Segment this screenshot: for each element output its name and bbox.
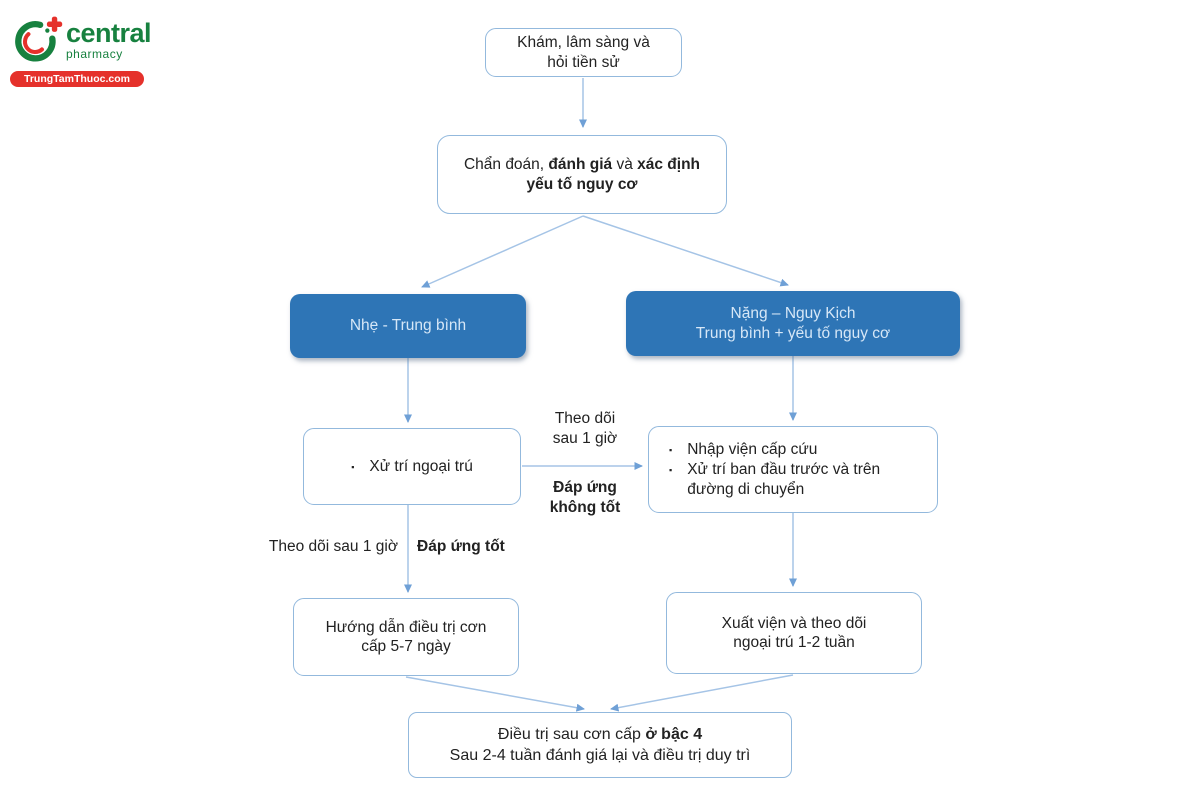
- emergency-bullet-text-2: Xử trí ban đầu trước và trên đường di chuyển: [687, 461, 881, 498]
- arrow-discharge-to-after: [611, 675, 793, 709]
- label-poor-response: [525, 478, 645, 517]
- central-pharmacy-c-icon: [10, 12, 64, 68]
- arrow-guide-to-after: [406, 677, 584, 709]
- emergency-bullet-row-1: [669, 440, 909, 460]
- node-post-acute-treatment: [408, 712, 792, 778]
- node-diagnose-line1: [464, 155, 700, 175]
- emergency-bullet-row-2: [669, 460, 909, 499]
- node-diagnose: [437, 135, 727, 214]
- node-exam: [485, 28, 682, 77]
- node-outpatient-treatment: [303, 428, 521, 505]
- bullet-icon: ▪: [669, 445, 673, 455]
- logo-sub-text: pharmacy: [66, 47, 123, 61]
- diagnose-text-bold-1: đánh giá: [548, 156, 613, 173]
- after-text-bold: ở bậc 4: [645, 726, 703, 743]
- arrow-diagnose-to-mild: [422, 216, 583, 287]
- label-response-bad-line2: không tốt: [549, 498, 621, 516]
- label-monitor-mid-line2: sau 1 giờ: [552, 429, 618, 447]
- label-response-bad-line1: Đáp ứng: [553, 479, 617, 496]
- diagnose-text-normal-2: và: [612, 156, 638, 173]
- node-emergency-admission: [648, 426, 938, 513]
- logo-banner: TrungTamThuoc.com: [10, 71, 144, 87]
- node-guide-line2: cấp 5-7 ngày: [361, 638, 451, 655]
- node-after-line1: [498, 724, 702, 745]
- node-guide-line1: Hướng dẫn điều trị cơn: [325, 618, 487, 636]
- central-pharmacy-logo: [10, 12, 152, 87]
- node-mild-label: Nhẹ - Trung bình: [349, 317, 467, 335]
- node-after-line2: Sau 2-4 tuần đánh giá lại và điều trị duy trì: [449, 747, 751, 764]
- node-exam-line2: hỏi tiền sử: [547, 53, 620, 71]
- label-monitor-1h-mid: [533, 409, 637, 448]
- node-discharge-followup: [666, 592, 922, 674]
- logo-text: [66, 20, 151, 60]
- logo-brand-text: central: [66, 18, 152, 48]
- logo-top-row: [10, 12, 152, 68]
- node-severe-critical: [626, 291, 960, 356]
- label-monitor-mid-line1: Theo dõi: [554, 410, 616, 427]
- outpatient-bullet-text: Xử trí ngoại trú: [369, 457, 473, 475]
- bullet-icon: ▪: [669, 465, 673, 475]
- node-mild-moderate: [290, 294, 526, 358]
- node-diagnose-line2: yếu tố nguy cơ: [526, 175, 638, 193]
- label-monitor-1h-left: Theo dõi sau 1 giờ: [268, 538, 398, 555]
- label-good-response: Đáp ứng tốt: [417, 538, 505, 555]
- node-discharge-line1: Xuất viện và theo dõi: [721, 614, 867, 632]
- node-acute-treatment-guide: [293, 598, 519, 676]
- bullet-icon: ▪: [351, 461, 355, 472]
- diagnose-text-normal-1: Chẩn đoán,: [463, 156, 549, 173]
- node-discharge-line2: ngoại trú 1-2 tuần: [733, 634, 855, 651]
- diagnose-text-bold-2: xác định: [637, 156, 701, 173]
- outpatient-bullet-row: [351, 457, 473, 477]
- node-severe-line2: Trung bình + yếu tố nguy cơ: [695, 324, 891, 342]
- node-exam-line1: Khám, lâm sàng và: [517, 34, 650, 51]
- node-severe-line1: Nặng – Nguy Kịch: [730, 305, 856, 322]
- after-text-normal: Điều trị sau cơn cấp: [497, 726, 646, 743]
- emergency-bullet-text-1: Nhập viện cấp cứu: [687, 441, 818, 458]
- arrow-diagnose-to-severe: [583, 216, 788, 285]
